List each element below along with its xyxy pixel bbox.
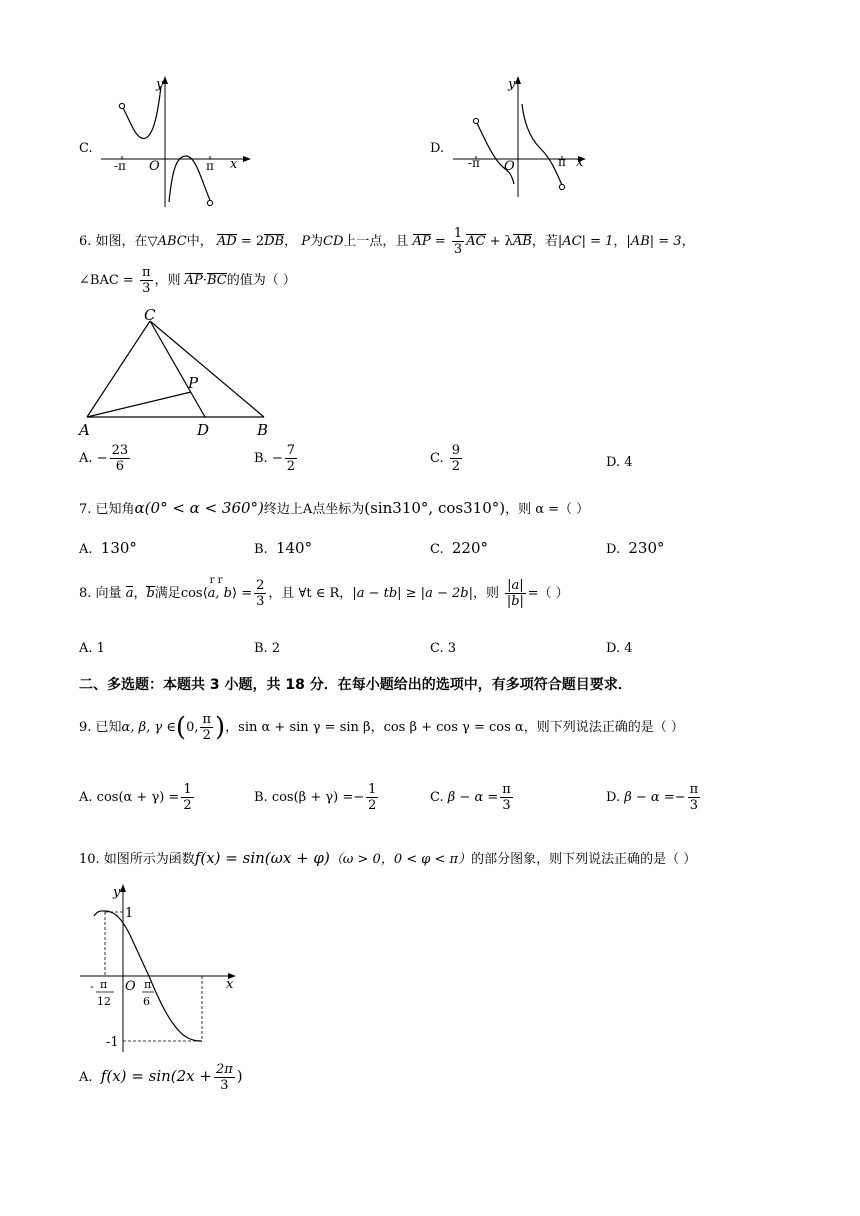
svg-text:C: C [144,306,156,324]
svg-text:y: y [156,77,164,92]
q7-option-d[interactable]: D. 230° [606,539,665,557]
svg-text:12: 12 [97,995,111,1008]
svg-text:-: - [90,980,94,993]
q8-option-a[interactable]: A. 1 [79,641,105,656]
q5-option-c-graph [96,72,256,212]
q5-option-c-label: C. [79,141,93,156]
q5-option-d-label: D. [430,141,445,156]
svg-text:π: π [144,978,152,991]
svg-text:-1: -1 [106,1035,119,1050]
svg-text:O: O [504,159,515,174]
q6-option-c[interactable]: C. $\frac{9}{2}$ [430,443,461,474]
q10-sine-graph [76,880,246,1055]
q8-option-d[interactable]: D. 4 [606,641,633,656]
svg-text:x: x [230,157,238,172]
svg-text:A: A [79,421,90,439]
q9-option-a[interactable]: A. cos(α + γ) = $\frac{1}{2}$ [79,782,192,813]
svg-text:π: π [100,978,108,991]
svg-text:O: O [125,979,136,994]
svg-text:-π: -π [468,156,480,170]
svg-text:π: π [206,159,214,173]
svg-text:y: y [508,77,516,92]
svg-text:6: 6 [143,995,150,1008]
q6-triangle-figure [76,306,286,441]
q8-option-c[interactable]: C. 3 [430,641,457,656]
q9-option-c[interactable]: C. β − α = $\frac{\pi}{3}$ [430,782,511,813]
q10-stem: 10. 如图所示为函数f(x) = sin(ωx + φ)（ω > 0，0 < φ < π）的部分图象，则下列说法正确的是（ ） [79,849,697,867]
svg-text:O: O [149,159,160,174]
svg-text:x: x [576,155,584,170]
q10-option-a[interactable]: A. f(x) = sin(2x + $\frac{2\pi}{3}$ ) [79,1062,243,1093]
q9-option-b[interactable]: B. cos(β + γ) =− $\frac{1}{2}$ [254,782,377,813]
q6-stem-line2: ∠BAC = $\frac{\pi}{3}$ ，则 AP·BC的值为（ ） [79,265,296,296]
svg-text:B: B [257,421,269,439]
q7-option-c[interactable]: C. 220° [430,539,489,557]
q8-stem: 8. 向量 a，b满足cos⟨a, b r r ⟩ = $\frac{2}{3}$ ，且 ∀t ∈ R，|a − tb| ≥ |a − 2b|，则 $\frac{|a|}{|b|}$ =（ ） [79,575,569,609]
q9-stem: 9. 已知α, β, γ ∈(0, $\frac{\pi}{2}$ )，sin α + sin γ = sin β，cos β + cos γ = cos α，则下列说法正确的是（ ） [79,712,684,743]
svg-text:y: y [113,885,121,900]
q6-option-b[interactable]: B. − $\frac{7}{2}$ [254,443,296,474]
section-2-heading: 二、多选题：本题共 3 小题，共 18 分．在每小题给出的选项中，有多项符合题目要求． [79,677,632,693]
svg-text:x: x [226,977,234,992]
q8-option-b[interactable]: B. 2 [254,641,281,656]
svg-text:D: D [197,421,210,439]
q7-option-b[interactable]: B. 140° [254,539,313,557]
q5-option-d-graph [448,72,608,202]
svg-text:π: π [558,155,566,169]
svg-text:P: P [188,374,199,392]
q6-option-d[interactable]: D. 4 [606,455,633,470]
q7-stem: 7. 已知角α(0° < α < 360°)终边上A点坐标为(sin310°, cos310°)，则 α =（ ） [79,499,590,517]
q7-option-a[interactable]: A. 130° [79,539,137,557]
q6-option-a[interactable]: A. − $\frac{23}{6}$ [79,443,129,474]
svg-text:1: 1 [125,906,134,921]
q6-stem-line1: 6. 如图，在▽ABC中， AD = 2DB， P为CD上一点，且 AP = $\frac{1}{3}$ AC + λAB，若|AC| = 1，|AB| = 3， [79,226,695,257]
svg-text:-π: -π [114,159,126,173]
q9-option-d[interactable]: D. β − α =− $\frac{\pi}{3}$ [606,782,699,813]
